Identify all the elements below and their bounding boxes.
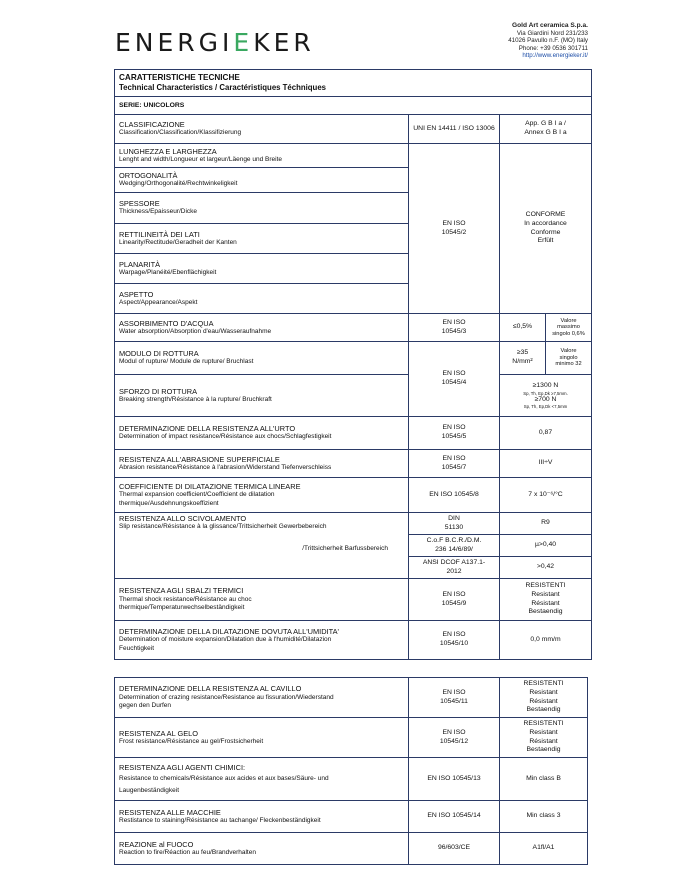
company-address: Via Giardini Nord 231/233 (516, 29, 588, 37)
row-macchie: RESISTENZA ALLE MACCHIE Restistance to staining/Résistance au tachange/ Fleckenbeständigkeit EN ISO 10545/14 Min class 3 (115, 801, 588, 833)
table-title: CARATTERISTICHE TECNICHE Technical Characteristics / Caractéristiques Téchniques (115, 70, 592, 97)
row-sforzo: SFORZO DI ROTTURA Breaking strength/Résistance à la rupture/ Bruchkraft ≥1300 N Sp, Th, Ep,Dk ≥7,5mm. ≥700 N Sp, Th, Ep,Dk <7,5mm (115, 375, 592, 417)
row-ortogonalita: ORTOGONALITÀ Wedging/Orthogonalité/Rechtwinkeligkeit (115, 168, 592, 193)
row-urto: DETERMINAZIONE DELLA RESISTENZA ALL'URTO Determination of impact resistance/Résistance aux chocs/Schlagfestigkeit EN ISO 10545/5 0,87 (115, 417, 592, 450)
row-rettilineita: RETTILINEITÀ DEI LATI Linearity/Rectitude/Geradheit der Kanten (115, 224, 592, 254)
row-spessore: SPESSORE Thickness/Epaisseur/Dicke (115, 193, 592, 224)
row-aspetto: ASPETTO Aspect/Appearance/Aspekt (115, 284, 592, 314)
row-planarita: PLANARITÀ Warpage/Planéité/Ebenflächigkeit (115, 254, 592, 284)
row-lunghezza: LUNGHEZZA E LARGHEZZA Lenght and width/Longueur et largeur/Läenge und Breite EN ISO 10545/2 CONFORME In accordance Conforme Erfült (115, 144, 592, 168)
company-info (508, 22, 588, 60)
company-url[interactable]: http://www.energieker.it/ (522, 52, 588, 60)
dims-value: CONFORME In accordance Conforme Erfült (500, 144, 592, 314)
row-modulo: MODULO DI ROTTURA Modul of rupture/ Module de rupture/ Bruchlast EN ISO 10545/4 ≥35 N/mm² Valore singolo minimo 32 (115, 342, 592, 375)
row-scivolamento: RESISTENZA ALLO SCIVOLAMENTO Slip resistance/Résistance à la glissance/Trittsicherheit Gewerbebereich /Trittsicherheit Barfussbereich DIN 51130 R9 (115, 513, 592, 535)
tech-table-main: CARATTERISTICHE TECNICHE Technical Characteristics / Caractéristiques Téchniques SERIE: UNICOLORS CLASSIFICAZIONE Classification/Classification/Klassifizierung UNI EN 14411 / ISO 13006 App. G B I a / Annex G B I a LUNGHEZZA E LARGHEZZA Lenght and width/Longueur et largeur/Läenge und Breite EN ISO 10545/2 CONFORME In accordance Conforme Erfült ORTOGONALITÀ Wedging/Orthogonalité/Rechtwinkeligkeit SPESSORE Thickness/Epaisseur/Dicke RETTILINEITÀ DEI LATI Linearity/Rectitude/Geradheit der Kanten PLANARITÀ Warpage/Planéité/Ebenflächigkeit ASPETTO Aspect/Appearance/Aspekt ASSORBIMENTO D'ACQUA Water absorption/Absorption d'eau/Wasseraufnahme EN ISO 10545/3 ≤0,5% Valore massimo singolo 0,6% MODULO DI ROTTURA Modul of rupture/ Module de rupture/ Bruchlast EN ISO 10545/4 ≥35 N/mm² Valore singolo minimo 32 SFORZO DI ROTTURA Breaking strength/Résistance à la rupture/ Bruchkraft ≥1300 N Sp, Th, Ep,Dk ≥7,5mm. ≥700 N Sp, Th, Ep,Dk <7,5mm DETERMINAZIONE DELLA RESISTENZA ALL'URTO Determination of impact resistance/Résistance aux chocs/Schlagfestigkeit EN ISO 10545/5 0,87 RESISTENZA ALL'ABRASIONE SUPERFICIALE Abrasion resistance/Résistance à l'abrasion/Widerstand Tiefenverschleiss EN ISO 10545/7 III÷V COEFFICIENTE DI DILATAZIONE TERMICA LINEARE Thermal expansion coefficient/Coefficient de dilatation thermique/Ausdehnungskoeffizient EN ISO 10545/8 7 x 10⁻⁶/°C RESISTENZA ALLO SCIVOLAMENTO Slip resistance/Résistance à la glissance/Trittsicherheit Gewerbebereich /Trittsicherheit Barfussbereich DIN 51130 R9 C.o.F B.C.R./D.M. 236 14/6/89/ µ>0,40 ANSI DCOF A137.1- 2012 >0,42 RESISTENZA AGLI SBALZI TERMICI Thermal shock resistance/Résistance au choc thermique/Temperaturwechselbeständigkeit EN ISO 10545/9 RESISTENTI Resistant Résistant Bestaendig DETERMINAZIONE DELLA DILATAZIONE DOVUTA ALL'UMIDITA' Determination of moisture expansion/Dilatation due à l'humidité/Dilatazion Feuchtigkeit EN ISO 10545/10 0,0 mm/m (114, 69, 592, 660)
row-classificazione: CLASSIFICAZIONE Classification/Classification/Klassifizierung UNI EN 14411 / ISO 13006 App. G B I a / Annex G B I a (115, 115, 592, 144)
row-sbalzi: RESISTENZA AGLI SBALZI TERMICI Thermal shock resistance/Résistance au choc thermique/Temperaturwechselbeständigkeit EN ISO 10545/9 RESISTENTI Resistant Résistant Bestaendig (115, 579, 592, 621)
serie-label: SERIE: UNICOLORS (115, 97, 592, 115)
row-cavillo: DETERMINAZIONE DELLA RESISTENZA AL CAVILLO Determination of crazing resistance/Resistance au fissuration/Wiederstand gegen den Durfen EN ISO 10545/11 RESISTENTI Resistant Résistant Bestaendig (115, 678, 588, 718)
company-phone: Phone: +39 0536 301711 (518, 44, 588, 52)
row-chimici: RESISTENZA AGLI AGENTI CHIMICI: Resistance to chemicals/Résistance aux acides et aux bases/Säure- und Laugenbeständigkeit EN ISO 10545/13 Min class B (115, 758, 588, 801)
row-fuoco: REAZIONE al FUOCO Reaction to fire/Réaction au feu/Brandverhalten 96/603/CE A1fl/A1 (115, 833, 588, 865)
row-abrasione: RESISTENZA ALL'ABRASIONE SUPERFICIALE Abrasion resistance/Résistance à l'abrasion/Widerstand Tiefenverschleiss EN ISO 10545/7 III÷V (115, 450, 592, 478)
row-umidita: DETERMINAZIONE DELLA DILATAZIONE DOVUTA ALL'UMIDITA' Determination of moisture expansion/Dilatation due à l'humidité/Dilatazion Feuchtigkeit EN ISO 10545/10 0,0 mm/m (115, 621, 592, 660)
brand-logo: ENERGIEKER (115, 28, 315, 57)
dims-norm: EN ISO 10545/2 (409, 144, 500, 314)
rottura-norm: EN ISO 10545/4 (409, 342, 500, 417)
row-gelo: RESISTENZA AL GELO Frost resistance/Résistance au gel/Frostsicherheit EN ISO 10545/12 RESISTENTI Resistant Résistant Bestaendig (115, 718, 588, 758)
row-assorbimento: ASSORBIMENTO D'ACQUA Water absorption/Absorption d'eau/Wasseraufnahme EN ISO 10545/3 ≤0,5% Valore massimo singolo 0,6% (115, 314, 592, 342)
tech-table-secondary (114, 677, 588, 865)
company-name: Gold Art ceramica S.p.a. (512, 22, 588, 29)
logo-accent-letter: E (233, 28, 254, 57)
row-dilatazione: COEFFICIENTE DI DILATAZIONE TERMICA LINEARE Thermal expansion coefficient/Coefficient de dilatation thermique/Ausdehnungskoeffizient EN ISO 10545/8 7 x 10⁻⁶/°C (115, 478, 592, 513)
company-city: 41026 Pavullo n.F. (MO) Italy (508, 37, 588, 45)
